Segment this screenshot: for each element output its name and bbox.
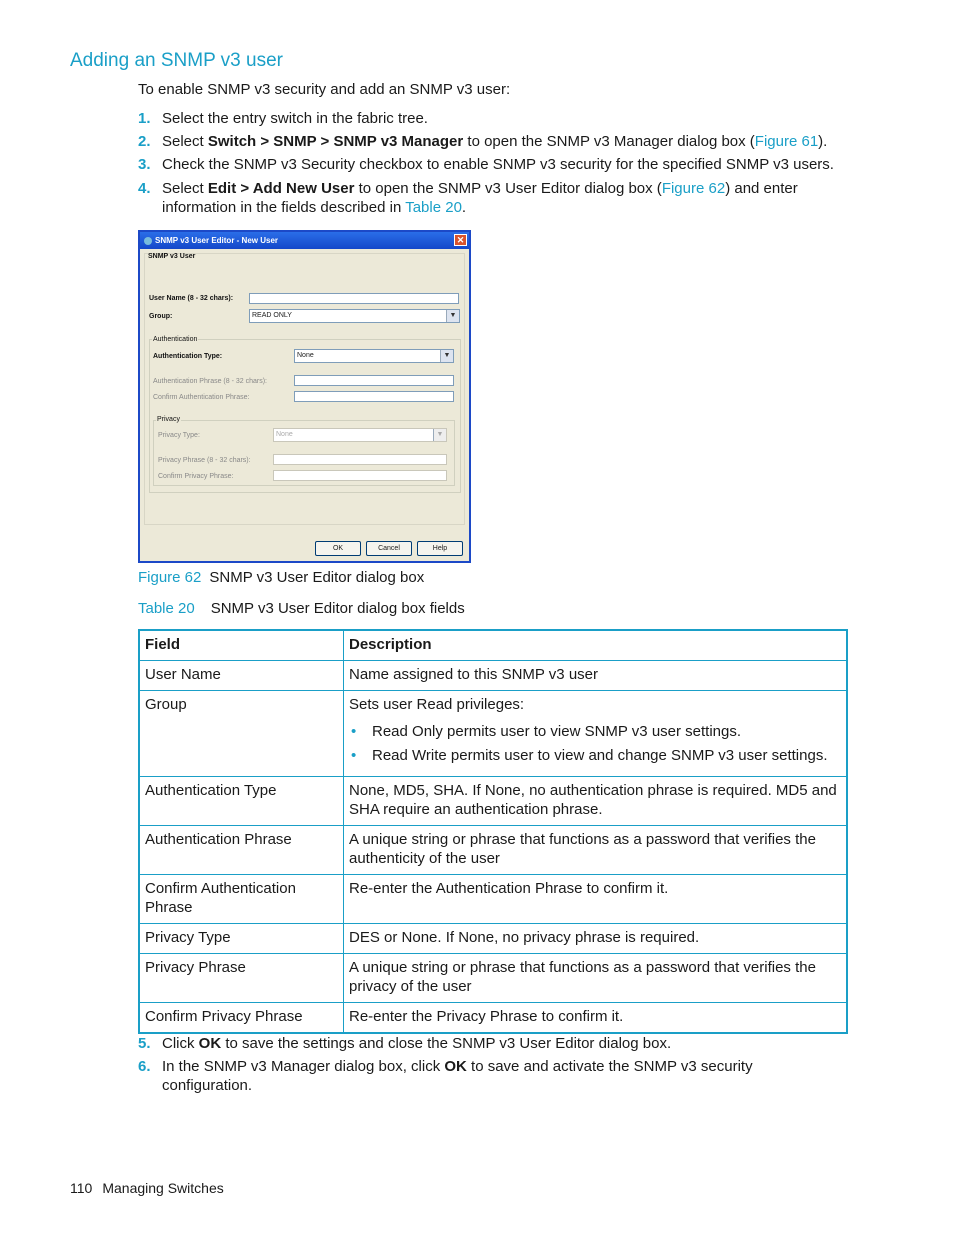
section-label-user: SNMP v3 User <box>148 253 196 260</box>
user-name-label: User Name (8 - 32 chars): <box>149 295 234 302</box>
step-1 <box>138 109 848 128</box>
description-cell: Re-enter the Privacy Phrase to confirm it. <box>344 1003 848 1034</box>
cancel-button[interactable]: Cancel <box>366 541 412 556</box>
section-label-authentication: Authentication <box>153 336 198 343</box>
text-run: to open the SNMP v3 Manager dialog box ( <box>463 133 755 150</box>
menu-path: Edit > Add New User <box>207 180 355 197</box>
step-4 <box>138 179 848 217</box>
auth-type-select[interactable] <box>294 349 454 363</box>
field-cell: Privacy Phrase <box>139 954 344 1003</box>
privacy-type-select[interactable] <box>273 428 447 442</box>
description-cell: A unique string or phrase that functions as a password that verifies the privacy of the user <box>344 954 848 1003</box>
table-caption-text: SNMP v3 User Editor dialog box fields <box>210 600 465 617</box>
column-header-field: Field <box>139 630 344 661</box>
text-run: ) and enter information in the fields described in <box>162 180 798 216</box>
field-cell: Authentication Type <box>139 777 344 826</box>
group-select[interactable] <box>249 309 460 323</box>
column-header-description: Description <box>344 630 848 661</box>
bullet-item: • Read Only permits user to view SNMP v3 user settings. <box>349 722 841 741</box>
text-run: Select <box>162 180 208 197</box>
figure-62-link[interactable]: Figure 62 <box>661 180 726 197</box>
table-row <box>139 954 847 1003</box>
figure-label: Figure 62 <box>138 569 202 586</box>
section-heading: Adding an SNMP v3 user <box>70 50 283 71</box>
description-cell <box>344 691 848 777</box>
text-run: to save the settings and close the SNMP v3 User Editor dialog box. <box>221 1035 672 1052</box>
confirm-auth-label: Confirm Authentication Phrase: <box>153 394 250 401</box>
field-cell: Authentication Phrase <box>139 826 344 875</box>
table-row <box>139 1003 847 1034</box>
help-button[interactable]: Help <box>417 541 463 556</box>
privacy-phrase-input[interactable] <box>273 454 447 465</box>
auth-type-value: None <box>297 352 314 359</box>
page-number: 110 <box>70 1180 93 1196</box>
step-number: 1. <box>138 110 151 127</box>
step-text <box>162 132 848 151</box>
chevron-down-icon[interactable]: ▼ <box>433 429 446 441</box>
figure-61-link[interactable]: Figure 61 <box>754 133 819 150</box>
figure-caption <box>138 569 424 586</box>
step-text: Select the entry switch in the fabric tree. <box>162 110 428 127</box>
step-text: Check the SNMP v3 Security checkbox to enable SNMP v3 security for the specified SNMP v3 users. <box>162 156 834 173</box>
step-3 <box>138 155 848 174</box>
confirm-auth-input[interactable] <box>294 391 454 402</box>
field-cell: Confirm Authentication Phrase <box>139 875 344 924</box>
table-row <box>139 661 847 691</box>
fields-table <box>138 629 848 1034</box>
text-run: ). <box>818 133 828 150</box>
table-row <box>139 924 847 954</box>
text-run: . <box>461 199 467 216</box>
button-name: OK <box>444 1058 467 1075</box>
dialog-title-bar <box>140 232 469 249</box>
table-row <box>139 691 847 777</box>
chevron-down-icon[interactable]: ▼ <box>446 310 459 322</box>
step-number: 3. <box>138 156 151 173</box>
step-text <box>162 1034 848 1053</box>
confirm-privacy-label: Confirm Privacy Phrase: <box>158 473 234 480</box>
bullet-list <box>349 722 841 765</box>
group-select-value: READ ONLY <box>252 312 292 319</box>
step-text <box>162 1057 778 1095</box>
table-header-row <box>139 630 847 661</box>
dialog-title: SNMP v3 User Editor - New User <box>155 236 279 245</box>
table-label: Table 20 <box>138 600 195 617</box>
auth-phrase-input[interactable] <box>294 375 454 386</box>
snmp-user-editor-dialog <box>138 230 471 563</box>
field-cell: Confirm Privacy Phrase <box>139 1003 344 1034</box>
field-cell: User Name <box>139 661 344 691</box>
step-number: 4. <box>138 180 151 197</box>
privacy-type-label: Privacy Type: <box>158 432 200 439</box>
bullet-item: • Read Write permits user to view and change SNMP v3 user settings. <box>349 746 841 765</box>
footer-section: Managing Switches <box>102 1180 224 1196</box>
description-cell: Re-enter the Authentication Phrase to confirm it. <box>344 875 848 924</box>
field-cell: Group <box>139 691 344 777</box>
text-run: Select <box>162 133 208 150</box>
privacy-phrase-label: Privacy Phrase (8 - 32 chars): <box>158 457 251 464</box>
privacy-type-value: None <box>276 431 293 438</box>
step-2 <box>138 132 848 151</box>
step-6 <box>138 1057 778 1095</box>
table-caption <box>138 600 465 617</box>
text-run: In the SNMP v3 Manager dialog box, click <box>162 1058 445 1075</box>
figure-caption-text: SNMP v3 User Editor dialog box <box>209 569 425 586</box>
chevron-down-icon[interactable]: ▼ <box>440 350 453 362</box>
intro-text: To enable SNMP v3 security and add an SNMP v3 user: <box>138 81 511 98</box>
step-number: 5. <box>138 1035 151 1052</box>
text-run: to save and activate the SNMP v3 security configuration. <box>162 1058 753 1094</box>
table-row <box>139 826 847 875</box>
step-text <box>162 179 848 217</box>
text-run: Click <box>162 1035 199 1052</box>
table-20-link[interactable]: Table 20 <box>405 199 462 216</box>
close-icon[interactable]: ✕ <box>454 234 467 246</box>
description-cell: A unique string or phrase that functions as a password that verifies the authenticity of the user <box>344 826 848 875</box>
table-row <box>139 777 847 826</box>
table-row <box>139 875 847 924</box>
app-icon <box>144 237 152 245</box>
step-5 <box>138 1034 848 1053</box>
text-run: to open the SNMP v3 User Editor dialog box ( <box>354 180 662 197</box>
button-name: OK <box>198 1035 222 1052</box>
description-text: Sets user Read privileges: <box>349 696 525 713</box>
auth-type-label: Authentication Type: <box>153 353 223 360</box>
user-name-input[interactable] <box>249 293 459 304</box>
auth-phrase-label: Authentication Phrase (8 - 32 chars): <box>153 378 268 385</box>
section-label-privacy: Privacy <box>157 416 180 423</box>
confirm-privacy-input[interactable] <box>273 470 447 481</box>
step-number: 6. <box>138 1058 151 1075</box>
description-cell: Name assigned to this SNMP v3 user <box>344 661 848 691</box>
field-cell: Privacy Type <box>139 924 344 954</box>
description-cell: None, MD5, SHA. If None, no authentication phrase is required. MD5 and SHA require an authentication phrase. <box>344 777 848 826</box>
menu-path: Switch > SNMP > SNMP v3 Manager <box>207 133 464 150</box>
page-footer <box>70 1180 234 1196</box>
step-number: 2. <box>138 133 151 150</box>
group-label: Group: <box>149 313 173 320</box>
description-cell: DES or None. If None, no privacy phrase is required. <box>344 924 848 954</box>
ok-button[interactable]: OK <box>315 541 361 556</box>
